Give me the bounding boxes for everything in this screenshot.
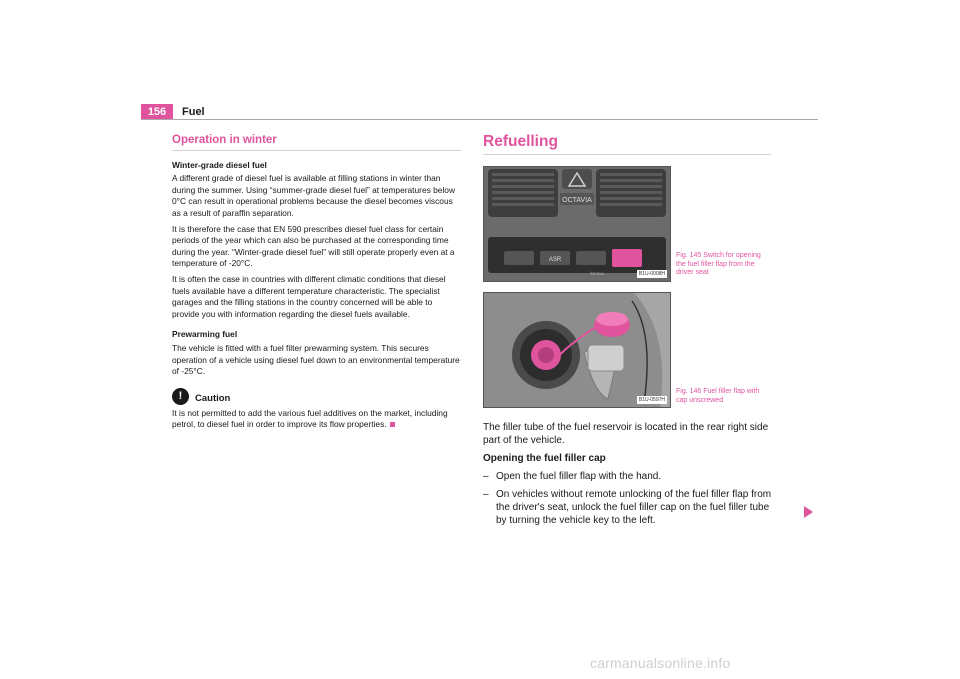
header-rule — [141, 119, 818, 120]
caution-label: Caution — [195, 392, 231, 404]
figure-caption-145: Fig. 145 Switch for opening the fuel filler flap from the driver seat — [676, 252, 761, 276]
figure-146-fuel-filler-flap — [483, 292, 671, 408]
caution-icon: ! — [172, 388, 189, 405]
figure-code-145: B1U-0008H — [638, 271, 665, 277]
winter-fuel-paragraph-3: It is often the case in countries with different climatic conditions that diesel fuels available have a different temperature characteristic. The specialist garages and the filling stations in the country concerned will be able to provide you with information regarding the diesel fuels available. — [172, 273, 446, 319]
winter-fuel-heading: Winter-grade diesel fuel — [172, 159, 267, 170]
figure-145-dashboard-switch — [483, 166, 671, 282]
section-title-operation-in-winter: Operation in winter — [172, 135, 461, 151]
end-of-section-mark — [390, 422, 395, 427]
page-number: 156 — [141, 104, 173, 120]
prewarming-paragraph: The vehicle is fitted with a fuel filter prewarming system. This secures operation of a vehicle using diesel fuel down to an environmental temperature of -25°C. — [172, 342, 460, 377]
refuelling-intro: The filler tube of the fuel reservoir is located in the rear right side part of the vehicle. — [483, 422, 769, 446]
octavia-badge: OCTAVIA — [562, 197, 592, 204]
left-column — [172, 135, 461, 435]
step-item — [483, 488, 773, 527]
asr-switch-label: ASR — [548, 257, 562, 263]
winter-fuel-paragraph-2: It is therefore the case that EN 590 prescribes diesel fuel class for certain periods of the year which can also be purchased at the corresponding time during the year. “Winter-grade diesel fuel” will still operate properly even at a temperature of -20°C. — [172, 223, 455, 269]
step-dash: – — [483, 489, 489, 500]
prewarming-heading: Prewarming fuel — [172, 329, 238, 340]
watermark: carmanualsonline.info — [590, 655, 731, 671]
continue-arrow-icon[interactable] — [804, 506, 813, 518]
opening-heading: Opening the fuel filler cap — [483, 453, 606, 464]
caution-text-body: It is not permitted to add the various fuel additives on the market, including petrol, to diesel fuel in order to improve its flow properties. — [172, 407, 448, 430]
caution-text — [172, 408, 461, 431]
refuelling-body — [483, 421, 773, 532]
figure-code-146: B1U-0597H — [638, 397, 665, 403]
chapter-title: Fuel — [182, 106, 205, 118]
caution-header — [172, 388, 461, 405]
section-title-refuelling: Refuelling — [483, 133, 771, 155]
fuel-flap-illustration — [484, 293, 670, 407]
skoda-label: ŠKODA — [589, 271, 605, 276]
step-text: Open the fuel filler flap with the hand. — [496, 471, 662, 482]
right-column-header — [483, 133, 771, 155]
step-dash: – — [483, 471, 489, 482]
winter-fuel-paragraph-1: A different grade of diesel fuel is available at filling stations in winter than during the summer. Using “summer-grade diesel fuel” at temperatures below 0°C can result in operational problems because the diesel becomes viscous as a result of paraffin separation. — [172, 173, 456, 218]
figure-caption-146: Fig. 146 Fuel filler flap with cap unscrewed — [676, 388, 760, 404]
step-text: On vehicles without remote unlocking of the fuel filler flap from the driver's seat, unlock the fuel filler cap on the fuel filler tube by turning the vehicle key to the left. — [496, 489, 772, 526]
dashboard-switch-illustration — [484, 167, 670, 281]
step-item — [483, 470, 773, 483]
